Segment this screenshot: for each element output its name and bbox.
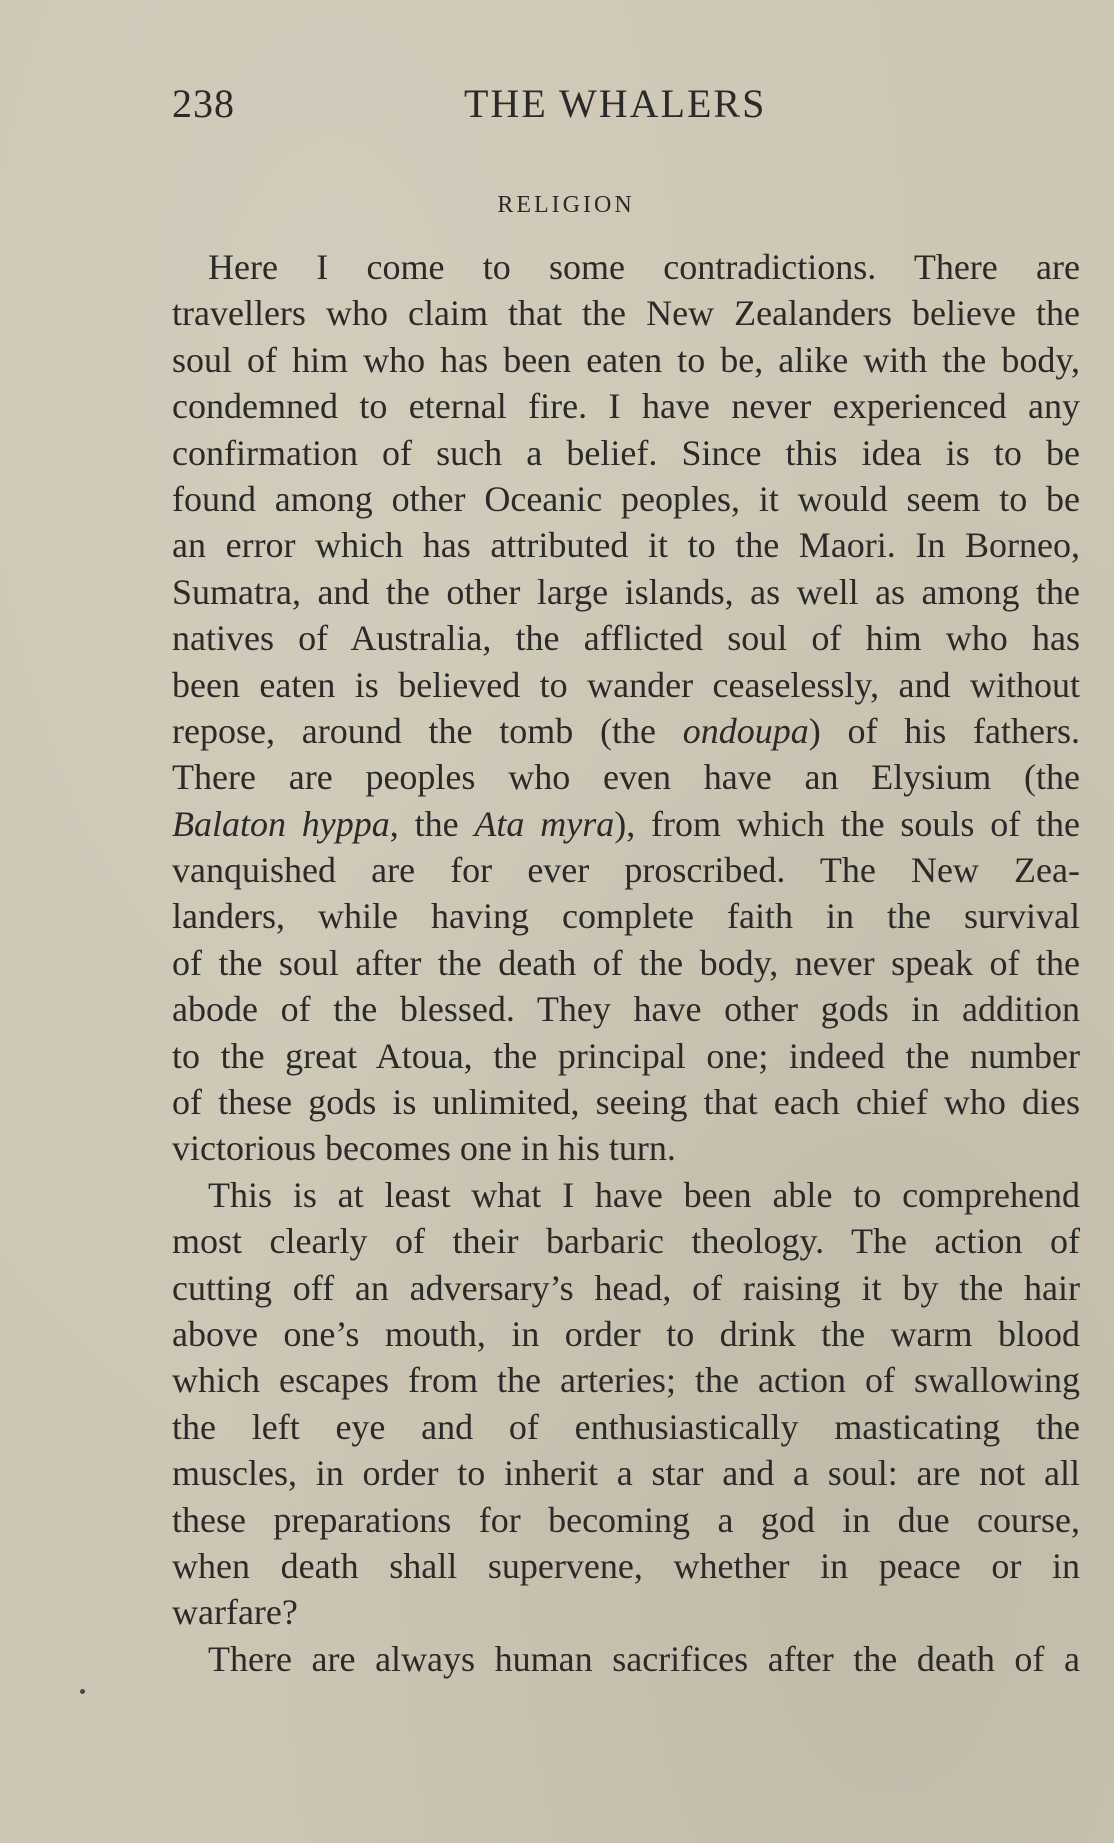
text-run: repose, around the tomb (the [172,710,683,751]
section-title: RELIGION [497,192,635,218]
text-line: There are always human sacrifices after the death of a [208,1638,1080,1679]
text-line: This is at least what I have been able to comprehend [208,1174,1080,1215]
text-line: of these gods is unlimited, seeing that each chief who dies [172,1082,1080,1123]
text-line [172,801,1080,847]
text-line: an error which has attributed it to the Maori. In Borneo, [172,525,1080,566]
text-line: most clearly of their barbaric theology. The action of [172,1221,1080,1262]
text-line: muscles, in order to inherit a star and a soul: are not all [172,1453,1080,1494]
body-text [172,244,1080,1682]
text-line: which escapes from the arteries; the action of swallowing [172,1360,1080,1401]
text-line: confirmation of such a belief. Since this idea is to be [172,432,1080,473]
italic-term: Ata myra [474,803,615,844]
text-line: There are peoples who even have an Elysium (the [172,757,1080,798]
text-line: to the great Atoua, the principal one; indeed the number [172,1035,1080,1076]
italic-term: ondoupa [682,710,809,751]
text-line: cutting off an adversary’s head, of raising it by the hair [172,1267,1080,1308]
running-head: THE WHALERS [464,81,767,126]
text-line [172,708,1080,754]
text-line: the left eye and of enthusiastically masticating the [172,1406,1080,1447]
text-run: ), from which the souls of the [614,803,1080,844]
text-line: travellers who claim that the New Zealanders believe the [172,293,1080,334]
text-line: soul of him who has been eaten to be, alike with the body, [172,339,1080,380]
text-line: landers, while having complete faith in the survival [172,896,1080,937]
paragraph-3 [172,1636,1080,1682]
paragraph-2 [172,1172,1080,1636]
italic-term: Balaton hyppa [172,803,390,844]
text-line: natives of Australia, the afflicted soul of him who has [172,618,1080,659]
text-line: of the soul after the death of the body, never speak of the [172,942,1080,983]
text-line: when death shall supervene, whether in peace or in [172,1545,1080,1586]
text-line: warfare? [172,1592,298,1633]
text-line: these preparations for becoming a god in due course, [172,1499,1080,1540]
page-header [172,80,792,140]
ink-speck [80,1689,85,1694]
text-line: condemned to eternal fire. I have never experienced any [172,386,1080,427]
text-line: been eaten is believed to wander ceaselessly, and without [172,664,1080,705]
text-line: victorious becomes one in his turn. [172,1128,676,1169]
text-line: vanquished are for ever proscribed. The New Zea- [172,850,1080,891]
text-line: abode of the blessed. They have other gods in addition [172,989,1080,1030]
text-line: Sumatra, and the other large islands, as well as among the [172,571,1080,612]
text-line: Here I come to some contradictions. There are [208,247,1080,287]
text-run: , the [389,803,475,844]
paragraph-1 [172,244,1080,1172]
text-line: found among other Oceanic peoples, it would seem to be [172,478,1080,519]
text-line: above one’s mouth, in order to drink the warm blood [172,1313,1080,1354]
text-run: ) of his fathers. [808,710,1081,751]
page-number: 238 [172,81,235,126]
